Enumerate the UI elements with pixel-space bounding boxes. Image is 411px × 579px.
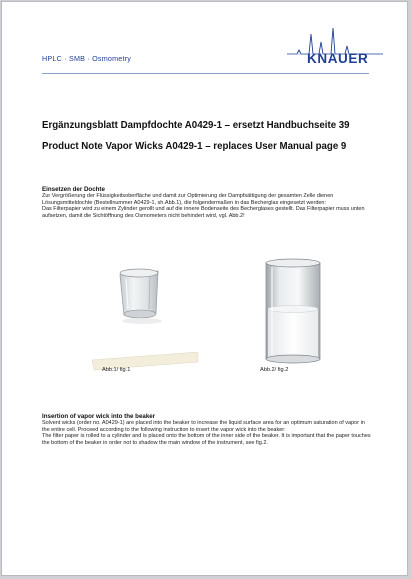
- figure-2-caption: Abb.2/ fig.2: [260, 367, 289, 373]
- title-english: Product Note Vapor Wicks A0429-1 – replaces User Manual page 9: [42, 141, 347, 152]
- english-paragraph-1: Solvent wicks (order no. A0429-1) are placed into the beaker to increase the liquid surface area for an optimum saturation of vapor in the entire cell. Proceed according to the following instruction to insert the vapor wick into the beaker:: [42, 420, 365, 433]
- english-section-heading: Insertion of vapor wick into the beaker: [42, 413, 156, 420]
- company-logo: [285, 24, 385, 70]
- german-paragraph-2: Das Filterpapier wird zu einem Zylinder gerollt und auf die innere Bodenseite des Becherglases gestellt. Das Filterpapier muss unten aufsetzen, damit die Sichtöffnung des Osmometers nicht behindert wird, vgl. Abb.2!: [42, 206, 365, 219]
- german-paragraph-1: Zur Vergrößerung der Flüssigkeitsoberfläche und damit zur Optimierung der Dampfsättigung der gesamten Zelle dienen Lösungsmitteldochte (Bestellnummer A0429-1, sh.Abb.1), die folgendermaßen in das Becherglas eingesetzt werden:: [42, 193, 334, 206]
- german-section-heading: Einsetzen der Dochte: [42, 186, 105, 193]
- header-tagline: HPLC · SMB · Osmometry: [42, 54, 132, 63]
- title-german: Ergänzungsblatt Dampfdochte A0429-1 – ersetzt Handbuchseite 39: [42, 120, 350, 131]
- page-header: [2, 2, 407, 82]
- document-page: [1, 1, 408, 576]
- figure-1-beaker-and-filter-paper: [90, 257, 200, 375]
- header-divider: [42, 73, 369, 74]
- figure-2-beaker-with-wick: [258, 257, 328, 367]
- german-section-body: [42, 193, 374, 219]
- logo-wordmark: KNAUER: [307, 51, 369, 66]
- figure-1-caption: Abb.1/ fig.1: [102, 367, 131, 373]
- english-section-body: [42, 420, 374, 446]
- english-paragraph-2: The filter paper is rolled to a cylinder and is placed onto the bottom of the inner side of the beaker. It is important that the paper touches the bottom of the beaker in order not to shadow the main window of the instrument, see fig.2.: [42, 433, 371, 446]
